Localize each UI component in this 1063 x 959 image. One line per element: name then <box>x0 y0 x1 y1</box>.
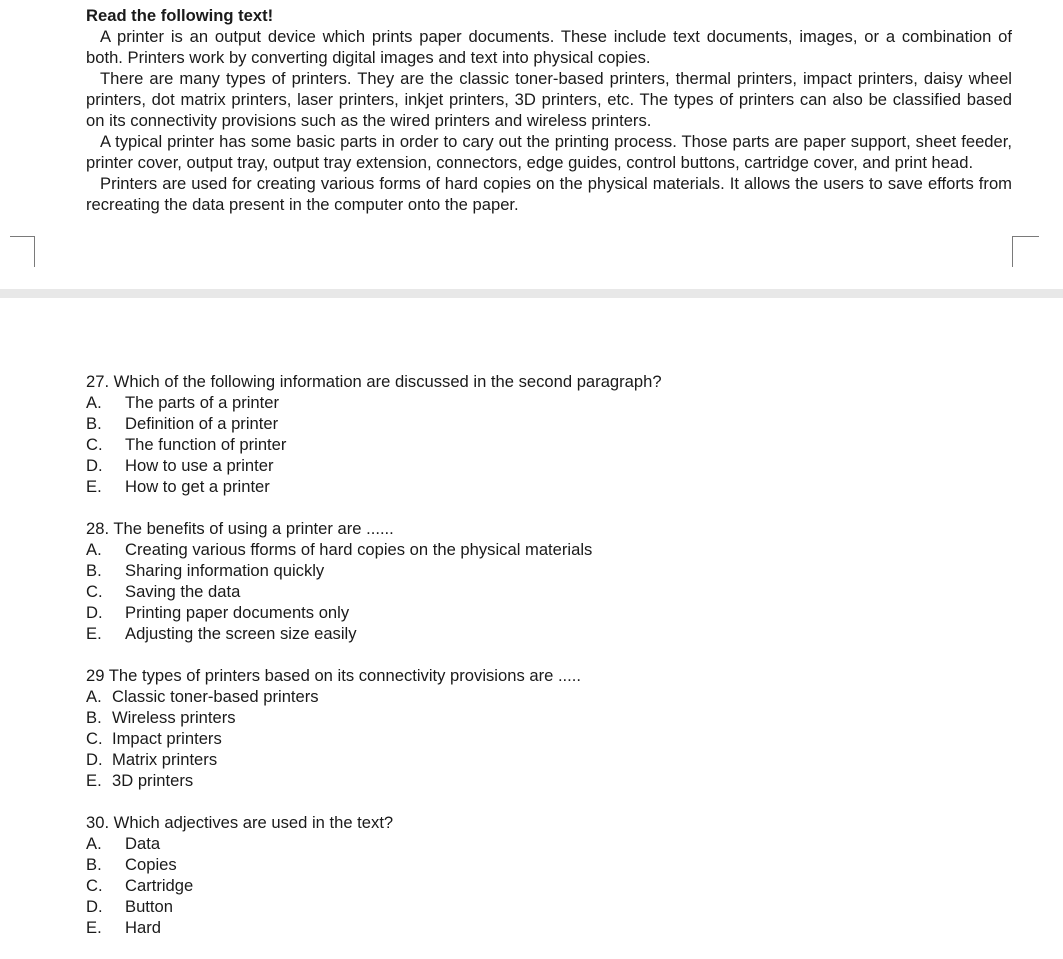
option-letter: C. <box>86 729 103 748</box>
option-text: Sharing information quickly <box>125 561 325 580</box>
answer-option[interactable] <box>86 455 1012 476</box>
crop-mark-top-right <box>1012 236 1039 267</box>
option-text: Button <box>125 897 173 916</box>
answer-option[interactable] <box>86 560 1012 581</box>
answer-option[interactable] <box>86 581 1012 602</box>
question-text: 30. Which adjectives are used in the text? <box>86 813 394 832</box>
option-text: Hard <box>125 918 161 937</box>
reading-heading: Read the following text! <box>86 6 274 25</box>
option-letter: D. <box>86 750 103 769</box>
answer-option[interactable] <box>86 707 1012 728</box>
option-text: Definition of a printer <box>125 414 279 433</box>
reading-paragraph: A typical printer has some basic parts in order to cary out the printing process. Those parts are paper support, sheet feeder, printer cover, output tray, output tray extension, connectors, edge guides, control buttons, cartridge cover, and print head. <box>86 132 1012 172</box>
reading-paragraph: A printer is an output device which prints paper documents. These include text documents, images, or a combination of both. Printers work by converting digital images and text into physical copies. <box>86 27 1012 67</box>
option-letter: B. <box>86 708 102 727</box>
answer-option[interactable] <box>86 728 1012 749</box>
answer-option[interactable] <box>86 833 1012 854</box>
option-text: Classic toner-based printers <box>112 687 319 706</box>
option-letter: C. <box>86 582 103 601</box>
option-text: Impact printers <box>112 729 222 748</box>
option-letter: B. <box>86 855 102 874</box>
option-letter: A. <box>86 687 102 706</box>
answer-option[interactable] <box>86 875 1012 896</box>
question-text: 29 The types of printers based on its connectivity provisions are ..... <box>86 666 581 685</box>
question-text: 28. The benefits of using a printer are ...... <box>86 519 394 538</box>
reading-paragraph: There are many types of printers. They are the classic toner-based printers, thermal printers, impact printers, daisy wheel printers, dot matrix printers, laser printers, inkjet printers, 3D printers, etc. The types of printers can also be classified based on its connectivity provisions such as the wired printers and wireless printers. <box>86 69 1012 130</box>
question-30 <box>86 812 1012 938</box>
option-text: The function of printer <box>125 435 287 454</box>
option-letter: B. <box>86 561 102 580</box>
option-letter: C. <box>86 435 103 454</box>
answer-option[interactable] <box>86 539 1012 560</box>
answer-option[interactable] <box>86 623 1012 644</box>
answer-option[interactable] <box>86 854 1012 875</box>
option-letter: A. <box>86 834 102 853</box>
option-text: 3D printers <box>112 771 194 790</box>
option-text: The parts of a printer <box>125 393 280 412</box>
answer-option[interactable] <box>86 770 1012 791</box>
option-text: Creating various fforms of hard copies on the physical materials <box>125 540 593 559</box>
option-letter: E. <box>86 477 102 496</box>
option-letter: B. <box>86 414 102 433</box>
answer-option[interactable] <box>86 686 1012 707</box>
option-text: Adjusting the screen size easily <box>125 624 357 643</box>
option-letter: C. <box>86 876 103 895</box>
option-letter: A. <box>86 540 102 559</box>
option-text: Matrix printers <box>112 750 218 769</box>
option-letter: D. <box>86 603 103 622</box>
answer-option[interactable] <box>86 602 1012 623</box>
option-text: Printing paper documents only <box>125 603 350 622</box>
option-letter: D. <box>86 456 103 475</box>
option-letter: E. <box>86 624 102 643</box>
page-2 <box>0 298 1063 946</box>
option-text: How to use a printer <box>125 456 274 475</box>
answer-option[interactable] <box>86 749 1012 770</box>
page-1 <box>0 0 1063 289</box>
option-text: Data <box>125 834 161 853</box>
option-text: Copies <box>125 855 177 874</box>
option-letter: E. <box>86 918 102 937</box>
option-text: Saving the data <box>125 582 241 601</box>
crop-mark-top-left <box>10 236 35 267</box>
answer-option[interactable] <box>86 476 1012 497</box>
option-letter: A. <box>86 393 102 412</box>
reading-paragraph: Printers are used for creating various forms of hard copies on the physical materials. It allows the users to save efforts from recreating the data present in the computer onto the paper. <box>86 174 1012 214</box>
answer-option[interactable] <box>86 434 1012 455</box>
question-28 <box>86 518 1012 644</box>
answer-option[interactable] <box>86 392 1012 413</box>
option-letter: E. <box>86 771 102 790</box>
option-text: How to get a printer <box>125 477 270 496</box>
questions-section <box>86 371 1012 959</box>
option-text: Cartridge <box>125 876 194 895</box>
answer-option[interactable] <box>86 917 1012 938</box>
reading-section <box>86 5 1012 215</box>
option-text: Wireless printers <box>112 708 236 727</box>
question-text: 27. Which of the following information are discussed in the second paragraph? <box>86 372 662 391</box>
page-separator <box>0 289 1063 298</box>
question-27 <box>86 371 1012 497</box>
question-29 <box>86 665 1012 791</box>
answer-option[interactable] <box>86 413 1012 434</box>
option-letter: D. <box>86 897 103 916</box>
answer-option[interactable] <box>86 896 1012 917</box>
